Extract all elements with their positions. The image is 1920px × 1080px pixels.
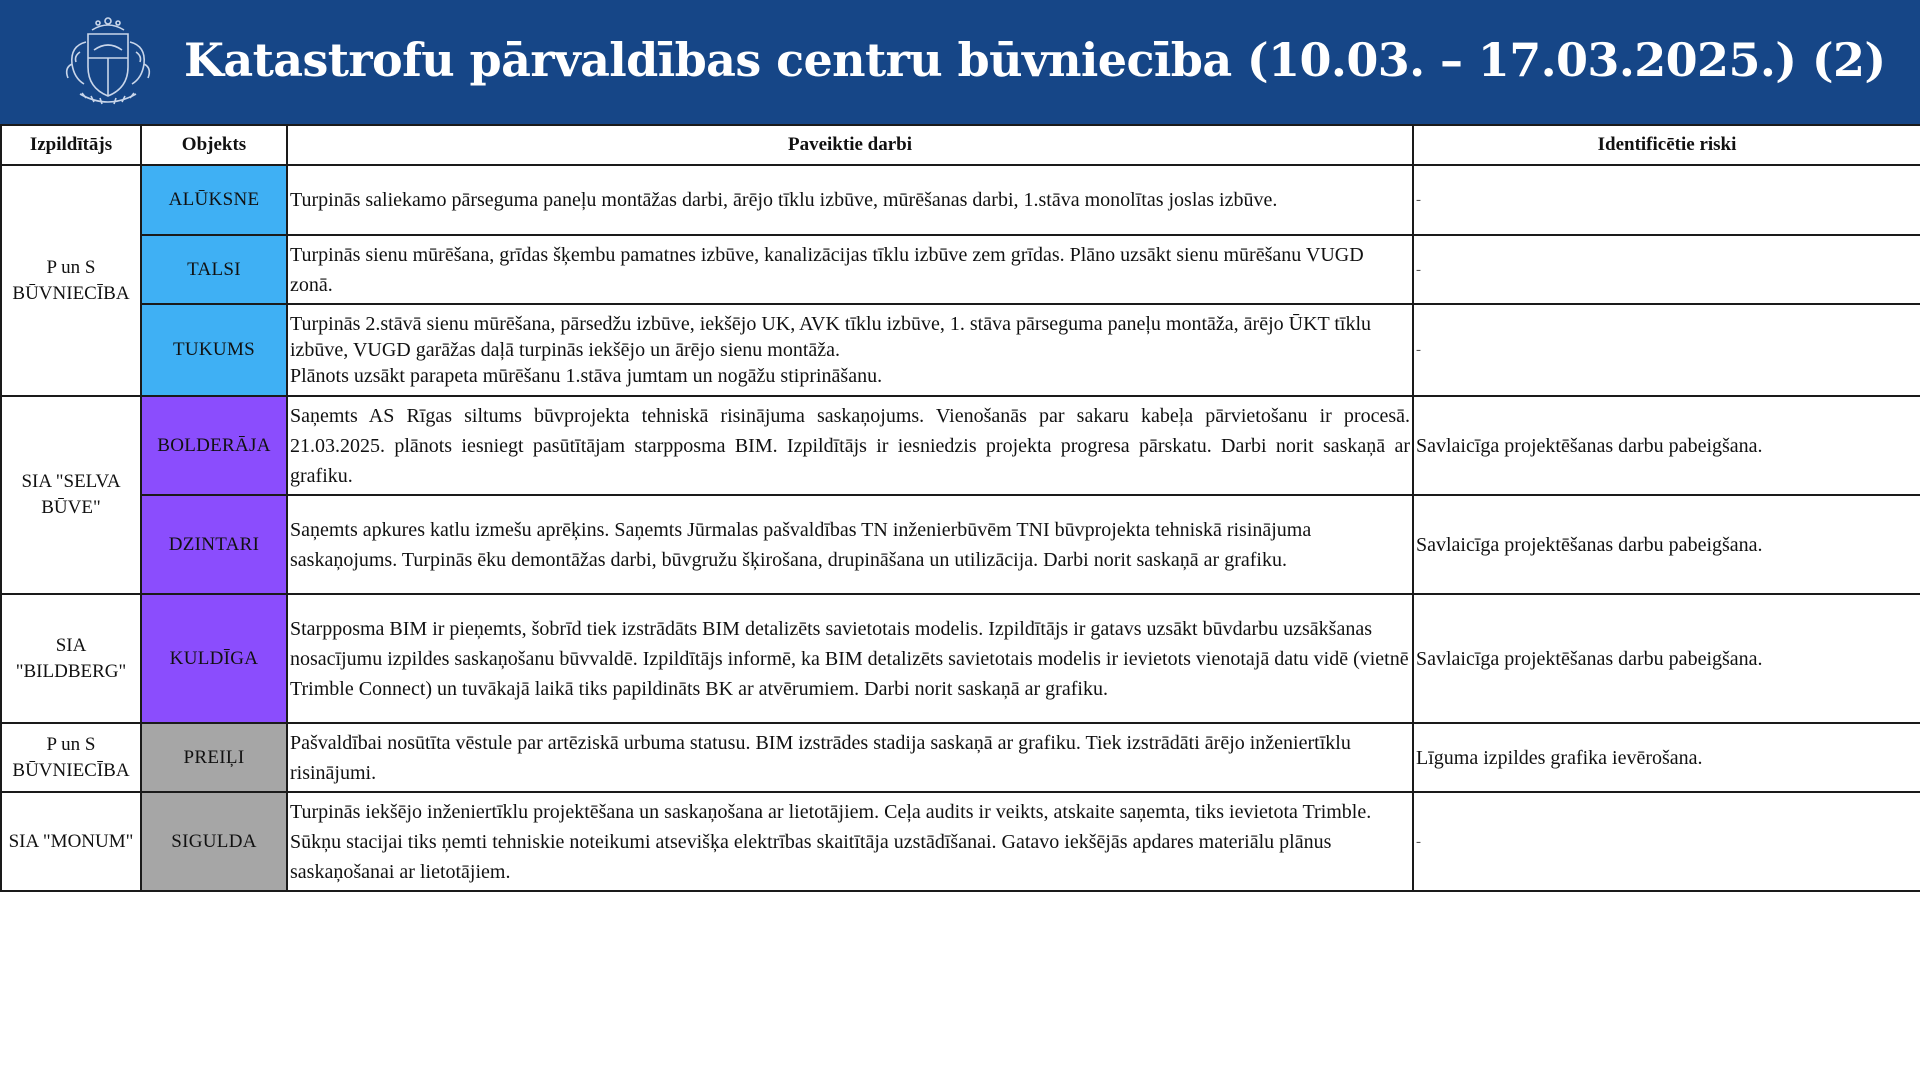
object-cell: SIGULDA xyxy=(141,792,287,891)
object-cell: BOLDERĀJA xyxy=(141,396,287,495)
progress-table xyxy=(0,124,1920,892)
table-row xyxy=(1,723,1920,792)
executor-cell: SIA "MONUM" xyxy=(1,792,141,891)
work-done-cell: Turpinās iekšējo inženiertīklu projektēšana un saskaņošana ar lietotājiem. Ceļa audits ir veikts, atskaite saņemta, tiks ievietota Trimble. Sūkņu stacijai tiks ņemti tehniskie noteikumi atsevišķa elektrības skaitītāja uzstādīšanai. Gatavo iekšējās apdares materiālu plānus saskaņošanai ar lietotājiem. xyxy=(287,792,1413,891)
executor-cell: P un S BŪVNIECĪBA xyxy=(1,723,141,792)
object-cell: PREIĻI xyxy=(141,723,287,792)
work-done-cell: Saņemts apkures katlu izmešu aprēķins. Saņemts Jūrmalas pašvaldības TN inženierbūvēm TNI būvprojekta tehniskā risinājuma saskaņojums. Turpinās ēku demontāžas darbi, būvgružu šķirošana, drupināšana un utilizācija. Darbi norit saskaņā ar grafiku. xyxy=(287,495,1413,594)
executor-cell: SIA "SELVA BŪVE" xyxy=(1,396,141,594)
page-title: Katastrofu pārvaldības centru būvniecība (10.03. – 17.03.2025.) (2) xyxy=(184,33,1886,87)
work-done-cell: Pašvaldībai nosūtīta vēstule par artēziskā urbuma statusu. BIM izstrādes stadija saskaņā ar grafiku. Tiek izstrādāti ārējo inženiertīklu risinājumi. xyxy=(287,723,1413,792)
object-cell: ALŪKSNE xyxy=(141,165,287,235)
table-header-row xyxy=(1,125,1920,165)
table-row xyxy=(1,396,1920,495)
work-done-cell: Turpinās saliekamo pārseguma paneļu montāžas darbi, ārējo tīklu izbūve, mūrēšanas darbi, 1.stāva monolītas joslas izbūve. xyxy=(287,165,1413,235)
risk-cell: - xyxy=(1413,165,1920,235)
table-row xyxy=(1,304,1920,396)
table-row xyxy=(1,165,1920,235)
work-done-cell: Turpinās sienu mūrēšana, grīdas šķembu pamatnes izbūve, kanalizācijas tīklu izbūve zem grīdas. Plāno uzsākt sienu mūrēšanu VUGD zonā. xyxy=(287,235,1413,304)
object-cell: KULDĪGA xyxy=(141,594,287,723)
risk-cell: Savlaicīga projektēšanas darbu pabeigšana. xyxy=(1413,594,1920,723)
risk-cell: - xyxy=(1413,304,1920,396)
column-header-work-done: Paveiktie darbi xyxy=(287,125,1413,165)
object-cell: TUKUMS xyxy=(141,304,287,396)
risk-cell: Līguma izpildes grafika ievērošana. xyxy=(1413,723,1920,792)
table-row xyxy=(1,495,1920,594)
object-cell: TALSI xyxy=(141,235,287,304)
work-done-cell: Saņemts AS Rīgas siltums būvprojekta tehniskā risinājuma saskaņojums. Vienošanās par sakaru kabeļa pārvietošanu ir procesā. 21.03.2025. plānots iesniegt pasūtītājam starpposma BIM. Izpildītājs ir iesniedzis projekta progresa pārskatu. Darbi norit saskaņā ar grafiku. xyxy=(287,396,1413,495)
work-done-cell: Starpposma BIM ir pieņemts, šobrīd tiek izstrādāts BIM detalizēts savietotais modelis. Izpildītājs ir gatavs uzsākt būvdarbu uzsākšanas nosacījumu izpildes saskaņošanu būvvaldē. Izpildītājs informē, ka BIM detalizēts savietotais modelis ir ievietots vienotajā datu vidē (vietnē Trimble Connect) un tuvākajā laikā tiks papildināts BK ar atvērumiem. Darbi norit saskaņā ar grafiku. xyxy=(287,594,1413,723)
work-done-cell: Turpinās 2.stāvā sienu mūrēšana, pārsedžu izbūve, iekšējo UK, AVK tīklu izbūve, 1. stāva pārseguma paneļu montāža, ārējo ŪKT tīklu izbūve, VUGD garāžas daļā turpinās iekšējo un ārējo sienu montāža. Plānots uzsākt parapeta mūrēšanu 1.stāva jumtam un nogāžu stiprināšanu. xyxy=(287,304,1413,396)
latvia-coat-of-arms-icon xyxy=(58,12,158,112)
risk-cell: Savlaicīga projektēšanas darbu pabeigšana. xyxy=(1413,396,1920,495)
risk-cell: - xyxy=(1413,235,1920,304)
risk-cell: - xyxy=(1413,792,1920,891)
table-row xyxy=(1,594,1920,723)
column-header-executor: Izpildītājs xyxy=(1,125,141,165)
table-row xyxy=(1,235,1920,304)
object-cell: DZINTARI xyxy=(141,495,287,594)
header-bar xyxy=(0,0,1920,124)
executor-cell: SIA "BILDBERG" xyxy=(1,594,141,723)
column-header-object: Objekts xyxy=(141,125,287,165)
executor-cell: P un S BŪVNIECĪBA xyxy=(1,165,141,396)
table-row xyxy=(1,792,1920,891)
risk-cell: Savlaicīga projektēšanas darbu pabeigšana. xyxy=(1413,495,1920,594)
column-header-risks: Identificētie riski xyxy=(1413,125,1920,165)
